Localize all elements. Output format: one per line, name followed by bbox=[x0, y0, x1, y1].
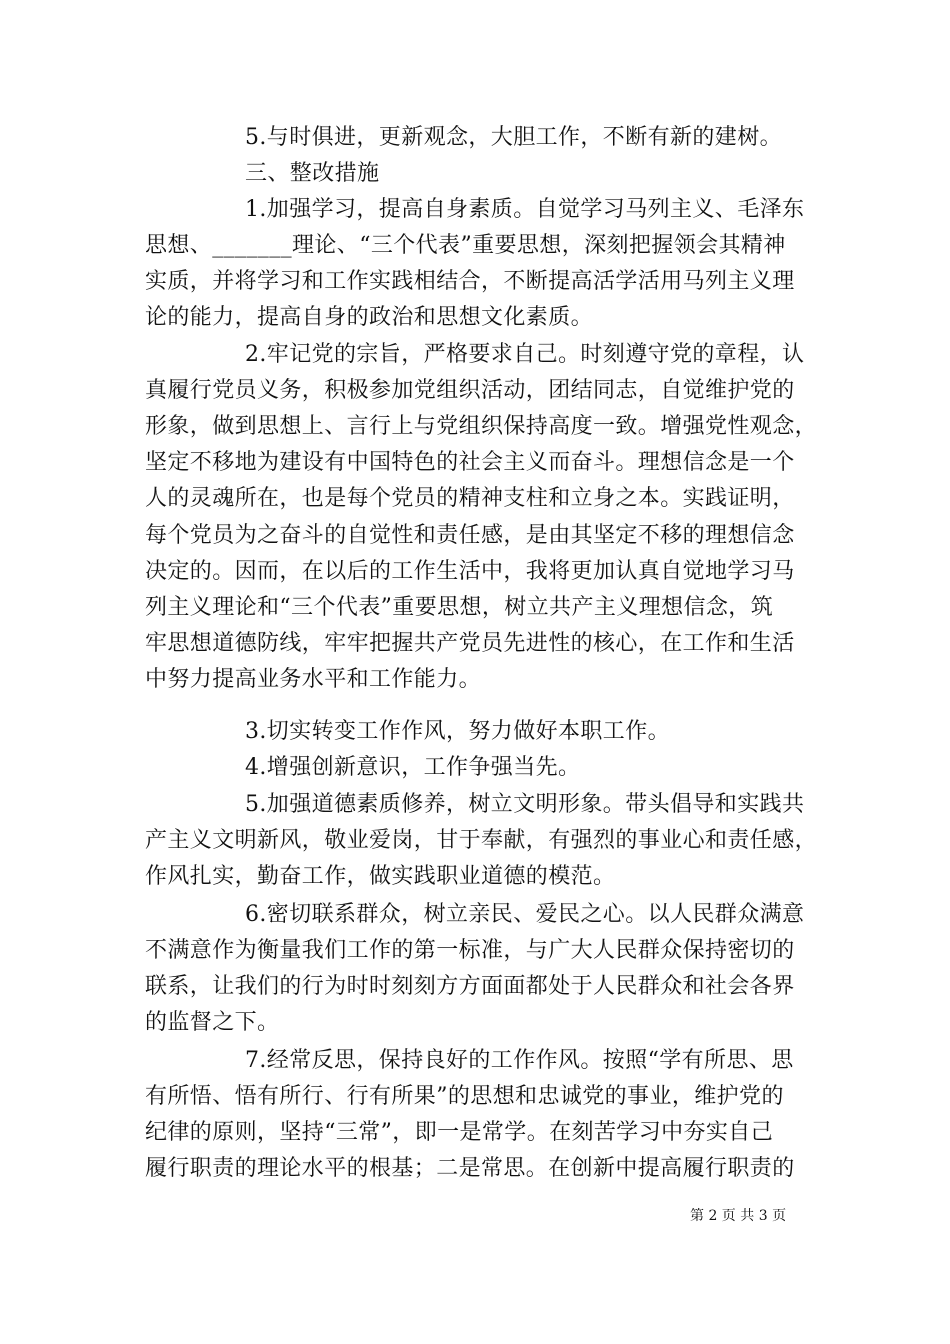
text-line: 实质，并将学习和工作实践相结合，不断提高活学活用马列主义理 bbox=[145, 269, 795, 294]
text-line: 论的能力，提高自身的政治和思想文化素质。 bbox=[145, 305, 594, 330]
text-line: 牢思想道德防线，牢牢把握共产党员先进性的核心，在工作和生活 bbox=[145, 631, 795, 656]
text-line: 3.切实转变工作作风，努力做好本职工作。 bbox=[245, 719, 670, 744]
text-line: 列主义理论和“三个代表”重要思想，树立共产主义理想信念，筑 bbox=[145, 595, 774, 620]
text-line: 6.密切联系群众，树立亲民、爱民之心。以人民群众满意 bbox=[245, 902, 805, 927]
text-line: 联系，让我们的行为时时刻刻方方面面都处于人民群众和社会各界 bbox=[145, 974, 795, 999]
text-line: 思想、_______理论、“三个代表”重要思想，深刻把握领会其精神 bbox=[145, 233, 786, 258]
text-line: 7.经常反思，保持良好的工作作风。按照“学有所思、思 bbox=[245, 1048, 794, 1073]
text-line: 坚定不移地为建设有中国特色的社会主义而奋斗。理想信念是一个 bbox=[145, 450, 795, 475]
text-line: 中努力提高业务水平和工作能力。 bbox=[145, 667, 482, 692]
text-line: 每个党员为之奋斗的自觉性和责任感，是由其坚定不移的理想信念 bbox=[145, 523, 795, 548]
text-line: 5.加强道德素质修养，树立文明形象。带头倡导和实践共 bbox=[245, 792, 805, 817]
text-line: 真履行党员义务，积极参加党组织活动，团结同志，自觉维护党的 bbox=[145, 378, 795, 403]
text-line: 产主义文明新风，敬业爱岗，甘于奉献，有强烈的事业心和责任感， bbox=[145, 828, 818, 853]
text-line: 人的灵魂所在，也是每个党员的精神支柱和立身之本。实践证明， bbox=[145, 486, 795, 511]
text-line: 不满意作为衡量我们工作的第一标准，与广大人民群众保持密切的 bbox=[145, 938, 795, 963]
text-line: 形象，做到思想上、言行上与党组织保持高度一致。增强党性观念， bbox=[145, 414, 818, 439]
text-line: 纪律的原则，坚持“三常”，即一是常学。在刻苦学习中夯实自己 bbox=[145, 1120, 774, 1145]
text-line: 4.增强创新意识，工作争强当先。 bbox=[245, 755, 581, 780]
text-line: 作风扎实，勤奋工作，做实践职业道德的模范。 bbox=[145, 864, 616, 889]
text-line: 的监督之下。 bbox=[145, 1010, 280, 1035]
text-line: 1.加强学习，提高自身素质。自觉学习马列主义、毛泽东 bbox=[245, 197, 805, 222]
page-number: 第 2 页 共 3 页 bbox=[690, 1208, 787, 1224]
text-line: 履行职责的理论水平的根基；二是常思。在创新中提高履行职责的 bbox=[145, 1156, 795, 1181]
text-line: 2.牢记党的宗旨，严格要求自己。时刻遵守党的章程，认 bbox=[245, 342, 805, 367]
text-line: 决定的。因而，在以后的工作生活中，我将更加认真自觉地学习马 bbox=[145, 559, 795, 584]
section-heading: 三、整改措施 bbox=[245, 161, 380, 186]
text-line: 5.与时俱进，更新观念，大胆工作，不断有新的建树。 bbox=[245, 125, 782, 150]
text-line: 有所悟、悟有所行、行有所果”的思想和忠诚党的事业，维护党的 bbox=[145, 1084, 784, 1109]
